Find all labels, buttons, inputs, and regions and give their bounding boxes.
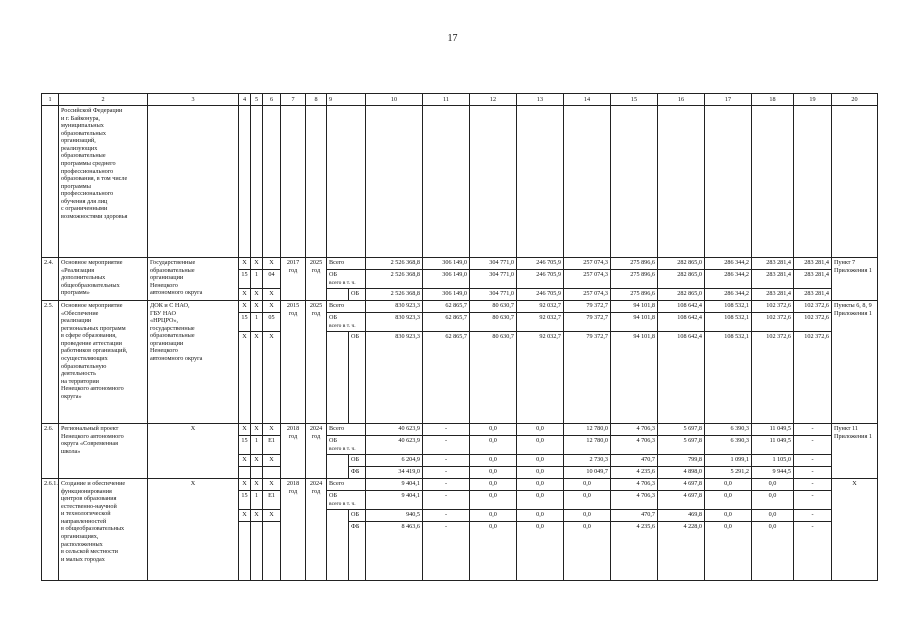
header-cell: 16 — [658, 94, 705, 106]
header-cell: 11 — [423, 94, 470, 106]
appendix-reference: X — [832, 479, 878, 581]
table-row: 15 1 E1 ОБ всего в т. ч. 9 404,1 - 0,0 0,0 0,0 4 706,3 4 697,8 0,0 0,0 - — [42, 491, 878, 510]
continuation-row — [42, 106, 878, 258]
start-year: 2017 год — [281, 258, 306, 301]
program-table — [41, 93, 878, 581]
row-number: 2.6.1. — [42, 479, 59, 581]
source-label: ОБ — [349, 332, 366, 424]
table-row: 15 1 05 ОБ всего в т. ч. 830 923,3 62 865,7 80 630,7 92 032,7 79 372,7 94 101,8 108 642,4 108 532,1 102 372,6 102 372,6 — [42, 313, 878, 332]
start-year: 2018 год — [281, 479, 306, 581]
table-row: 15 1 E1 ОБ всего в т. ч. 40 623,9 - 0,0 0,0 12 780,0 4 706,3 5 697,8 6 390,3 11 049,5 - — [42, 436, 878, 455]
end-year: 2025 год — [306, 301, 327, 424]
source-label: ОБ — [349, 510, 366, 522]
table-row: 2.6.1. Создание и обеспечение функционирования центров образования естественно-научной и технологической направленностей в общеобразовательных организациях, расположенных в сельской местности и малых городах X X X X 2018 год 2024 год Всего 9 404,1 - 0,0 0,0 0,0 4 706,3 4 697,8 0,0 0,0 - X — [42, 479, 878, 491]
header-cell: 9 — [327, 94, 366, 106]
start-year: 2015 год — [281, 301, 306, 424]
header-cell: 20 — [832, 94, 878, 106]
measure-name: Создание и обеспечение функционирования центров образования естественно-научной и технологической направленностей в общеобразовательных организациях, расположенных в сельской местности и малых городах — [59, 479, 148, 581]
header-cell: 18 — [752, 94, 794, 106]
table-row: 15 1 04 ОБ всего в т. ч. 2 526 368,8 306 149,0 304 771,0 246 705,9 257 074,3 275 896,6 282 865,0 286 344,2 283 281,4 283 281,4 — [42, 270, 878, 289]
appendix-reference: Пункт 11 Приложения 1 — [832, 424, 878, 479]
table-row: X X X ОБ 2 526 368,8 306 149,0 304 771,0 246 705,9 257 074,3 275 896,6 282 865,0 286 344,2 283 281,4 283 281,4 — [42, 289, 878, 301]
header-cell: 7 — [281, 94, 306, 106]
executor: X — [148, 424, 239, 479]
end-year: 2025 год — [306, 258, 327, 301]
source-label: ОБ всего в т. ч. — [327, 491, 366, 510]
executor: Государственные образовательные организации Ненецкого автономного округа — [148, 258, 239, 301]
header-cell: 2 — [59, 94, 148, 106]
table-row: 2.4. Основное мероприятие «Реализация дополнительных общеобразовательных программ» Государственные образовательные организации Ненецкого автономного округа X X X 2017 год 2025 год Всего 2 526 368,8 306 149,0 304 771,0 246 705,9 257 074,3 275 896,6 282 865,0 286 344,2 283 281,4 283 281,4 Пункт 7 Приложения 1 — [42, 258, 878, 270]
source-label: ФБ — [349, 467, 366, 479]
header-cell: 1 — [42, 94, 59, 106]
executor: X — [148, 479, 239, 581]
source-label: ОБ всего в т. ч. — [327, 436, 366, 455]
header-cell: 17 — [705, 94, 752, 106]
table-row: 2.6. Региональный проект Ненецкого автономного округа «Современная школа» X X X X 2018 год 2024 год Всего 40 623,9 - 0,0 0,0 12 780,0 4 706,3 5 697,8 6 390,3 11 049,5 - Пункт 11 Приложения 1 — [42, 424, 878, 436]
header-cell: 15 — [611, 94, 658, 106]
table-row: 2.5. Основное мероприятие «Обеспечение реализации региональных программ в сфере образования, проведение аттестации работников организаций, осуществляющих образовательную деятельность на территории Ненецкого автономного округа» ДОК и С НАО, ГБУ НАО «НРЦРО», государственные образовательные организации Ненецкого автономного округа X X X 2015 год 2025 год Всего 830 923,3 62 865,7 80 630,7 92 032,7 79 372,7 94 101,8 108 642,4 108 532,1 102 372,6 102 372,6 Пункты 6, 8, 9 Приложения 1 — [42, 301, 878, 313]
header-cell: 13 — [517, 94, 564, 106]
table-row: X X X ОБ 6 204,9 - 0,0 0,0 2 730,3 470,7 799,8 1 099,1 1 105,0 - — [42, 455, 878, 467]
source-label: ОБ всего в т. ч. — [327, 270, 366, 289]
source-label: ОБ — [349, 455, 366, 467]
header-cell: 12 — [470, 94, 517, 106]
table-row: ФБ 34 419,0 - 0,0 0,0 10 049,7 4 235,6 4 898,0 5 291,2 9 944,5 - — [42, 467, 878, 479]
source-label: Всего — [327, 479, 366, 491]
source-label: Всего — [327, 424, 366, 436]
column-number-row — [42, 94, 878, 106]
executor: ДОК и С НАО, ГБУ НАО «НРЦРО», государственные образовательные организации Ненецкого автономного округа — [148, 301, 239, 424]
appendix-reference: Пункт 7 Приложения 1 — [832, 258, 878, 301]
measure-name: Основное мероприятие «Реализация дополнительных общеобразовательных программ» — [59, 258, 148, 301]
table-row: X X X ОБ 830 923,3 62 865,7 80 630,7 92 032,7 79 372,7 94 101,8 108 642,4 108 532,1 102 372,6 102 372,6 — [42, 332, 878, 424]
header-cell: 19 — [794, 94, 832, 106]
continuation-name: Российской Федерации и г. Байконура, муниципальных образовательных организаций, реализующих образовательные программы среднего профессионального образования, в том числе программы профессионального обучения для лиц с ограниченными возможностями здоровья — [59, 106, 148, 258]
appendix-reference: Пункты 6, 8, 9 Приложения 1 — [832, 301, 878, 424]
page-number: 17 — [447, 33, 458, 44]
row-number: 2.5. — [42, 301, 59, 424]
source-label: ОБ — [349, 289, 366, 301]
source-label: Всего — [327, 258, 366, 270]
source-label: Всего — [327, 301, 366, 313]
start-year: 2018 год — [281, 424, 306, 479]
row-number: 2.6. — [42, 424, 59, 479]
source-label: ОБ всего в т. ч. — [327, 313, 366, 332]
header-cell: 14 — [564, 94, 611, 106]
measure-name: Основное мероприятие «Обеспечение реализации региональных программ в сфере образования, проведение аттестации работников организаций, осуществляющих образовательную деятельность на территории Ненецкого автономного округа» — [59, 301, 148, 424]
end-year: 2024 год — [306, 479, 327, 581]
header-cell: 6 — [263, 94, 281, 106]
header-cell: 4 — [239, 94, 251, 106]
header-cell: 8 — [306, 94, 327, 106]
source-label: ФБ — [349, 522, 366, 581]
header-cell: 10 — [366, 94, 423, 106]
header-cell: 3 — [148, 94, 239, 106]
header-cell: 5 — [251, 94, 263, 106]
row-number: 2.4. — [42, 258, 59, 301]
table-row: ФБ 8 463,6 - 0,0 0,0 0,0 4 235,6 4 228,0 0,0 0,0 - — [42, 522, 878, 581]
table-row: X X X ОБ 940,5 - 0,0 0,0 0,0 470,7 469,8 0,0 0,0 - — [42, 510, 878, 522]
measure-name: Региональный проект Ненецкого автономного округа «Современная школа» — [59, 424, 148, 479]
end-year: 2024 год — [306, 424, 327, 479]
